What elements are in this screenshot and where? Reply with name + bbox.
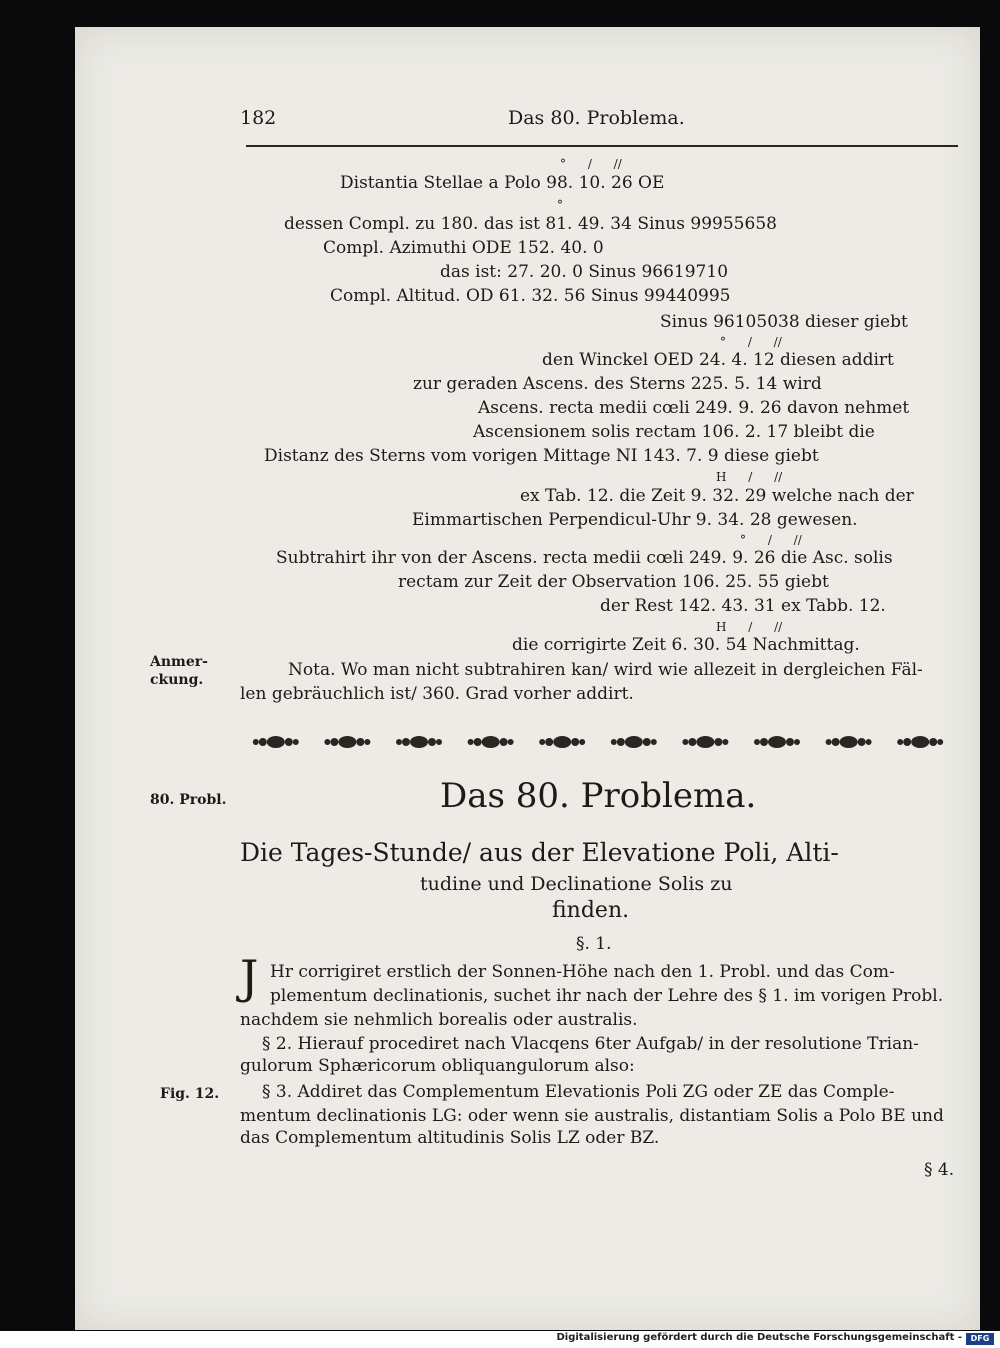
footer-bar: [0, 1331, 1000, 1348]
degree-marks: ° / //: [720, 335, 782, 349]
ornament-dot: [688, 738, 696, 746]
ornament-dot: [508, 739, 514, 745]
footer-credit: Digitalisierung gefördert durch die Deutsche Forschungsgemeinschaft -: [556, 1332, 962, 1343]
degree-marks: °: [557, 198, 563, 212]
table-row: den Winckel OED 24. 4. 12 diesen addirt: [542, 350, 894, 370]
table-row: dessen Compl. zu 180. das ist 81. 49. 34 Sinus 99955658: [284, 214, 777, 234]
table-row: ex Tab. 12. die Zeit 9. 32. 29 welche nach der: [520, 486, 914, 506]
ornament-flower: [267, 736, 285, 748]
table-row: der Rest 142. 43. 31 ex Tabb. 12.: [600, 596, 886, 616]
ornament-dot: [500, 738, 508, 746]
ornament-dot: [754, 739, 760, 745]
ornament-dot: [651, 739, 657, 745]
ornament-dot: [714, 738, 722, 746]
degree-marks: ° / //: [740, 533, 802, 547]
ornament-dot: [285, 738, 293, 746]
table-row: die corrigirte Zeit 6. 30. 54 Nachmittag.: [512, 635, 860, 655]
paragraph-line: § 3. Addiret das Complementum Elevationis Poli ZG oder ZE das Comple-: [262, 1082, 895, 1102]
ornament-dot: [897, 739, 903, 745]
ornament-dot: [794, 739, 800, 745]
ornament-dot: [545, 738, 553, 746]
table-row: das ist: 27. 20. 0 Sinus 96619710: [440, 262, 729, 282]
ornament-dot: [330, 738, 338, 746]
ornament-dot: [468, 739, 474, 745]
ornament-dot: [611, 739, 617, 745]
paragraph-line: § 2. Hierauf procediret nach Vlacqens 6ter Aufgab/ in der resolutione Trian-: [262, 1034, 919, 1054]
ornament-flower: [840, 736, 858, 748]
running-title: Das 80. Problema.: [508, 107, 685, 129]
ornament-dot: [356, 738, 364, 746]
ornament-dot: [428, 738, 436, 746]
ornament-dot: [722, 739, 728, 745]
ornament-dot: [396, 739, 402, 745]
ornament-dot: [929, 738, 937, 746]
table-row: Ascensionem solis rectam 106. 2. 17 bleibt die: [473, 422, 875, 442]
ornament-dot: [617, 738, 625, 746]
ornament-dot: [253, 739, 259, 745]
figure-reference: Fig. 12.: [160, 1086, 220, 1102]
section-subtitle: tudine und Declinatione Solis zu: [420, 873, 733, 895]
ornament-band: [240, 731, 956, 753]
ornament-dot: [858, 738, 866, 746]
paragraph-line: das Complementum altitudinis Solis LZ oder BZ.: [240, 1128, 660, 1148]
ornament-dot: [474, 738, 482, 746]
ornament-flower: [625, 736, 643, 748]
ornament-dot: [760, 738, 768, 746]
margin-label: Anmer-: [150, 654, 208, 670]
ornament-dot: [402, 738, 410, 746]
ornament-dot: [903, 738, 911, 746]
table-row: Distantia Stellae a Polo 98. 10. 26 OE: [340, 173, 665, 193]
ornament-dot: [832, 738, 840, 746]
ornament-dot: [866, 739, 872, 745]
table-row: Sinus 96105038 dieser giebt: [660, 312, 908, 332]
table-row: Compl. Azimuthi ODE 152. 40. 0: [323, 238, 604, 258]
ornament-dot: [643, 738, 651, 746]
ornament-dot: [324, 739, 330, 745]
section-heading: Das 80. Problema.: [440, 776, 757, 816]
paragraph-line: Hr corrigiret erstlich der Sonnen-Höhe nach den 1. Probl. und das Com-: [270, 962, 895, 982]
table-row: rectam zur Zeit der Observation 106. 25. 55 giebt: [398, 572, 829, 592]
table-row: zur geraden Ascens. des Sterns 225. 5. 14 wird: [413, 374, 822, 394]
ornament-dot: [937, 739, 943, 745]
ornament-dot: [826, 739, 832, 745]
ornament-dot: [682, 739, 688, 745]
ornament-dot: [259, 738, 267, 746]
paragraph-line: plementum declinationis, suchet ihr nach der Lehre des § 1. im vorigen Probl.: [270, 986, 944, 1006]
ornament-dot: [579, 739, 585, 745]
section-subtitle: Die Tages-Stunde/ aus der Elevatione Poli, Alti-: [240, 838, 839, 867]
catchword: § 4.: [924, 1160, 955, 1180]
ornament-flower: [338, 736, 356, 748]
drop-initial: J: [240, 950, 259, 1004]
margin-label: 80. Probl.: [150, 792, 227, 808]
ornament-dot: [539, 739, 545, 745]
ornament-flower: [911, 736, 929, 748]
paragraph-mark: §. 1.: [576, 934, 612, 954]
header-rule: [246, 145, 958, 147]
page-number: 182: [240, 107, 277, 129]
ornament-flower: [696, 736, 714, 748]
ornament-flower: [410, 736, 428, 748]
note-line: Nota. Wo man nicht subtrahiren kan/ wird wie allezeit in dergleichen Fäl-: [288, 660, 923, 680]
ornament-dot: [364, 739, 370, 745]
note-line: len gebräuchlich ist/ 360. Grad vorher addirt.: [240, 684, 634, 704]
table-row: Ascens. recta medii cœli 249. 9. 26 davon nehmet: [478, 398, 910, 418]
ornament-flower: [482, 736, 500, 748]
dfg-logo-icon: DFG: [966, 1333, 994, 1345]
degree-marks: ° / //: [560, 157, 622, 171]
ornament-flower: [768, 736, 786, 748]
ornament-dot: [786, 738, 794, 746]
table-row: Compl. Altitud. OD 61. 32. 56 Sinus 99440995: [330, 286, 731, 306]
time-marks: H / //: [716, 620, 783, 634]
table-row: Distanz des Sterns vom vorigen Mittage NI 143. 7. 9 diese giebt: [264, 446, 819, 466]
paragraph-line: gulorum Sphæricorum obliquangulorum also:: [240, 1056, 635, 1076]
table-row: Eimmartischen Perpendicul-Uhr 9. 34. 28 gewesen.: [412, 510, 858, 530]
section-subtitle: finden.: [552, 898, 630, 923]
table-row: Subtrahirt ihr von der Ascens. recta medii cœli 249. 9. 26 die Asc. solis: [276, 548, 893, 568]
margin-label: ckung.: [150, 672, 204, 688]
time-marks: H / //: [716, 470, 783, 484]
paragraph-line: mentum declinationis LG: oder wenn sie australis, distantiam Solis a Polo BE und: [240, 1106, 944, 1126]
ornament-dot: [293, 739, 299, 745]
ornament-flower: [553, 736, 571, 748]
paragraph-line: nachdem sie nehmlich borealis oder australis.: [240, 1010, 638, 1030]
ornament-dot: [571, 738, 579, 746]
ornament-dot: [436, 739, 442, 745]
